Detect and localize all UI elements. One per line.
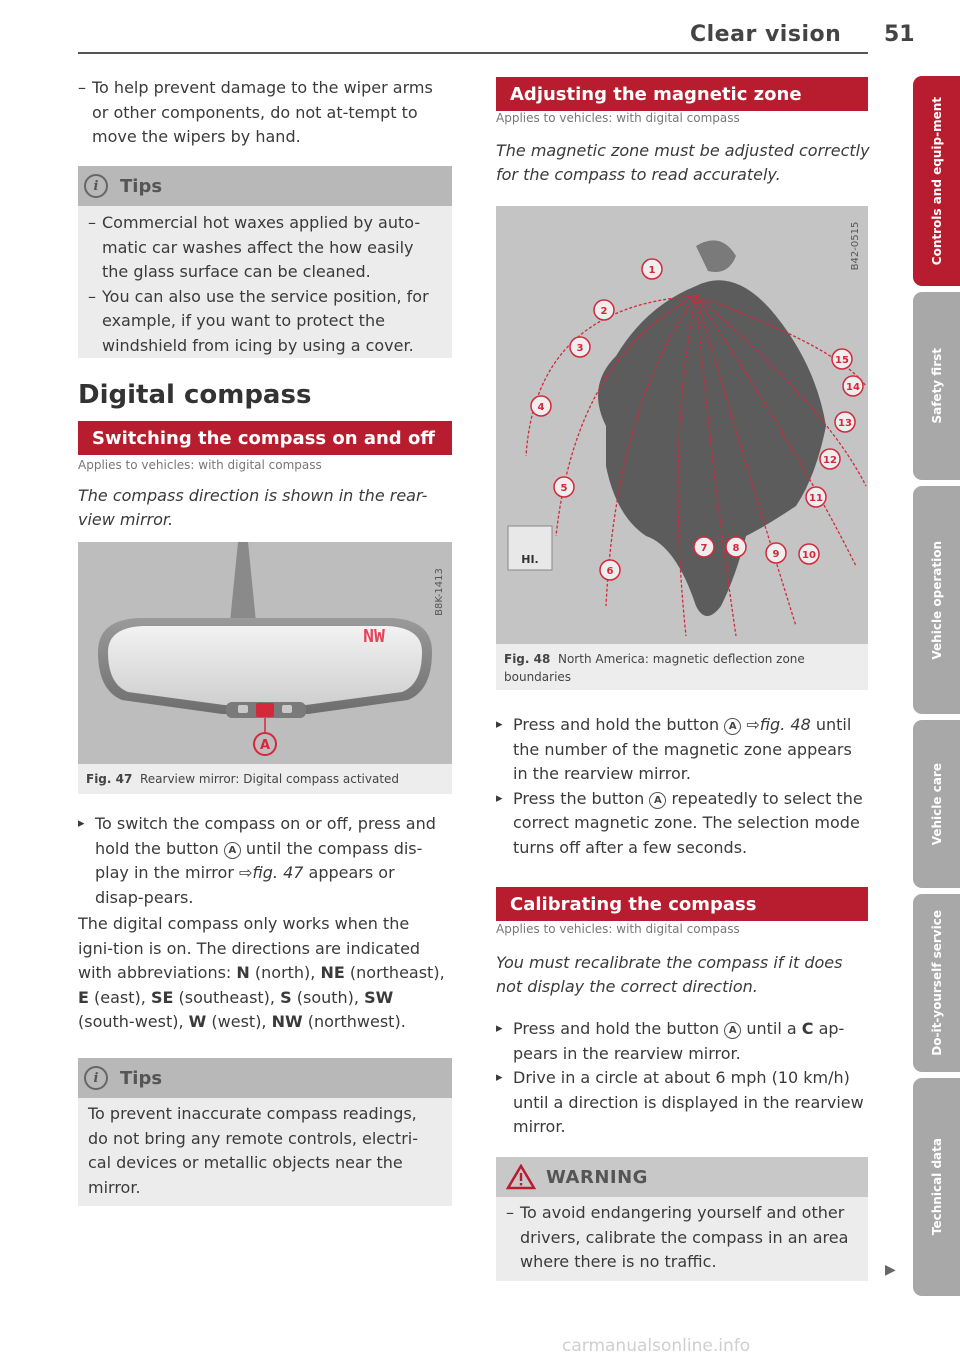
zone-label: 10 — [802, 550, 816, 561]
wiper-note: – To help prevent damage to the wiper arms or other components, do not at-tempt to move the wipers by hand. — [78, 76, 438, 150]
figure-reference[interactable]: fig. 47 — [252, 863, 304, 882]
zone-label: 6 — [606, 566, 614, 577]
warning-triangle-icon — [506, 1164, 536, 1190]
running-header-title: Clear vision — [690, 22, 842, 47]
zone-label: 8 — [732, 543, 740, 554]
applies-note: Applies to vehicles: with digital compass — [496, 111, 740, 125]
intro-text: The magnetic zone must be adjusted correctly for the compass to read accurately. — [496, 141, 870, 184]
figure-reference[interactable]: fig. 48 — [759, 715, 811, 734]
rearview-mirror-illustration — [78, 542, 452, 764]
direction-paragraph: The digital compass only works when the igni-tion is on. The directions are indicated with abbreviations: N (north), NE (northeast), E (east), SE (southeast), S (south), SW (south-west), W (west), NW (northwest). — [78, 914, 445, 1031]
tab-vehicle-care[interactable]: Vehicle care — [913, 720, 960, 888]
figure-48-caption: Fig. 48 North America: magnetic deflection zone boundaries — [496, 644, 868, 690]
tab-do-it-yourself[interactable]: Do-it-yourself service — [913, 894, 960, 1072]
header-rule — [78, 52, 868, 54]
mirror-compass-display: NW — [363, 626, 385, 647]
intro-text: You must recalibrate the compass if it does not display the correct direction. — [496, 953, 843, 996]
figure-48-map — [496, 206, 868, 644]
zone-label: 1 — [648, 265, 656, 276]
tab-controls[interactable]: Controls and equip-ment — [913, 76, 960, 286]
figure-button-label: A — [259, 738, 271, 753]
warning-text: – To avoid endangering yourself and other drivers, calibrate the compass in an area where there is no traffic. — [506, 1201, 856, 1275]
button-a-icon: A — [649, 792, 666, 809]
switch-step: ▸ To switch the compass on or off, press and hold the button A until the compass dis-play in the mirror ⇨fig. 47 appears or disap-pears. — [78, 812, 448, 910]
calibration-steps: ▸ Press and hold the button A until a C ap-pears in the rearview mirror. ▸ Drive in a circle at about 6 mph (10 km/h) until a direction is displayed in the rearview mirror. — [496, 1017, 871, 1140]
intro-text: The compass direction is shown in the rear-view mirror. — [78, 486, 428, 529]
zone-label: 5 — [560, 483, 568, 494]
page-number: 51 — [884, 22, 915, 47]
continue-arrow-icon: ▶ — [885, 1262, 896, 1278]
button-a-icon: A — [724, 718, 741, 735]
zone-label: 7 — [700, 543, 708, 554]
zone-steps: ▸ Press and hold the button A ⇨fig. 48 until the number of the magnetic zone appears in the rearview mirror. ▸ Press the button A repeatedly to select the correct magnetic zone. The selection mode turns off after a few seconds. — [496, 713, 871, 860]
tips-text-2: To prevent inaccurate compass readings, do not bring any remote controls, electri-cal devices or metallic objects near the mirror. — [88, 1104, 418, 1197]
hawaii-label: HI. — [521, 553, 539, 566]
subsection-bar-switching: Switching the compass on and off — [78, 421, 452, 455]
tab-technical-data[interactable]: Technical data — [913, 1078, 960, 1296]
tips-label: Tips — [120, 175, 163, 197]
zone-label: 14 — [846, 382, 860, 393]
zone-label: 15 — [835, 355, 849, 366]
tip-item: – Commercial hot waxes applied by auto-matic car washes affect the how easily the glass surface can be cleaned. — [88, 211, 443, 285]
watermark: carmanualsonline.info — [562, 1336, 751, 1356]
figure-code: B42-0515 — [850, 221, 861, 271]
tab-vehicle-operation[interactable]: Vehicle operation — [913, 486, 960, 714]
magnetic-zone-map — [496, 206, 868, 644]
zone-label: 12 — [823, 455, 837, 466]
subsection-bar-calibrating: Calibrating the compass — [496, 887, 868, 921]
subsection-bar-magnetic-zone: Adjusting the magnetic zone — [496, 77, 868, 111]
tips-label: Tips — [120, 1067, 163, 1089]
tips-list — [88, 211, 443, 358]
zone-label: 2 — [600, 306, 608, 317]
tips-header — [78, 166, 452, 206]
button-a-icon: A — [724, 1022, 741, 1039]
zone-label: 11 — [809, 493, 823, 504]
warning-header — [496, 1157, 868, 1197]
applies-note: Applies to vehicles: with digital compass — [496, 922, 740, 936]
figure-code: B8K-1413 — [434, 568, 445, 616]
section-title: Digital compass — [78, 380, 312, 410]
info-icon: i — [84, 174, 108, 198]
warning-label: WARNING — [546, 1166, 648, 1188]
figure-47-mirror — [78, 542, 452, 764]
zone-label: 4 — [537, 402, 545, 413]
zone-label: 3 — [576, 343, 584, 354]
info-icon: i — [84, 1066, 108, 1090]
zone-label: 9 — [772, 549, 780, 560]
button-a-icon: A — [224, 842, 241, 859]
applies-note: Applies to vehicles: with digital compass — [78, 458, 322, 472]
tab-safety-first[interactable]: Safety first — [913, 292, 960, 480]
tip-item: – You can also use the service position, for example, if you want to protect the windshield from icing by using a cover. — [88, 285, 443, 359]
tips-header-2 — [78, 1058, 452, 1098]
zone-label: 13 — [838, 418, 852, 429]
figure-47-caption: Fig. 47 Rearview mirror: Digital compass activated — [78, 764, 452, 794]
